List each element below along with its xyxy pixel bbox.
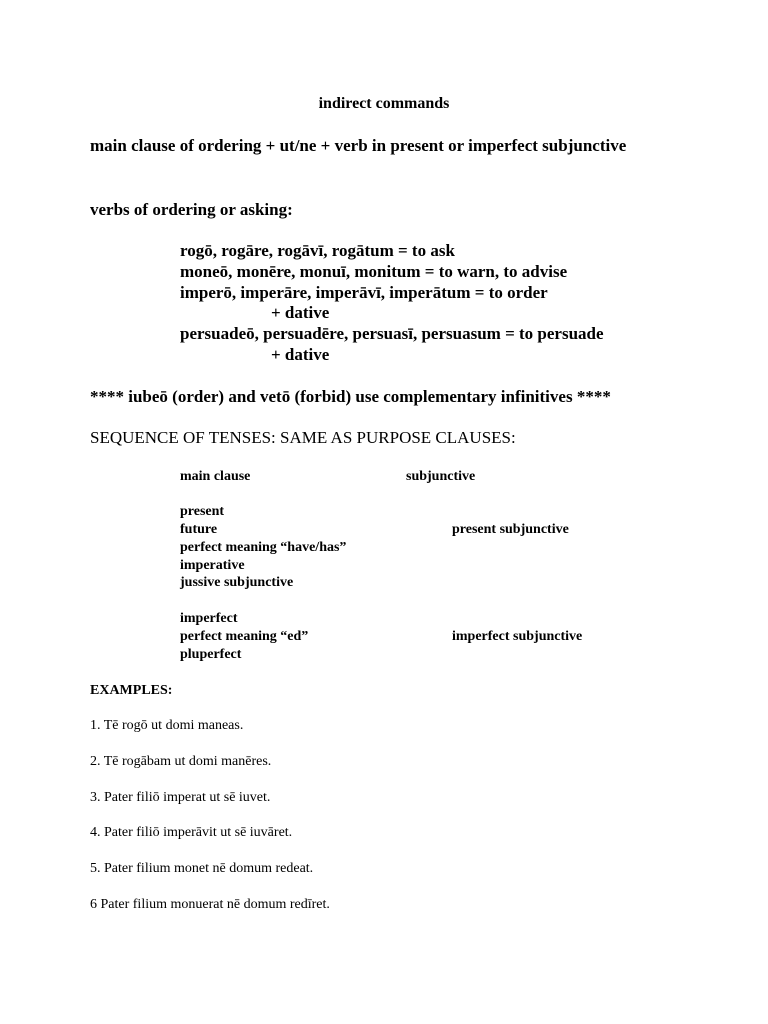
example-sentence: 3. Pater filiō imperat ut sē iuvet.	[90, 790, 271, 805]
subjunctive-tense: imperfect subjunctive	[452, 629, 583, 644]
example-sentence: 5. Pater filium monet nē domum redeat.	[90, 861, 314, 876]
main-clause-tense: imperative	[180, 558, 245, 573]
page-title: indirect commands	[318, 95, 450, 112]
main-clause-tense: jussive subjunctive	[180, 575, 294, 590]
infinitive-note: **** iubeō (order) and vetō (forbid) use complementary infinitives ****	[90, 387, 611, 406]
main-clause-tense: future	[180, 522, 218, 537]
examples-heading-text: EXAMPLES:	[90, 683, 173, 698]
verb-entry-persuadeo: persuadeō, persuadēre, persuasī, persuasum = to persuade	[180, 324, 604, 343]
verb-note-dative: + dative	[271, 345, 330, 364]
main-clause-tense: imperfect	[180, 611, 238, 626]
example-sentence: 6 Pater filium monuerat nē domum redīret.	[90, 897, 330, 912]
subjunctive-tense: present subjunctive	[452, 522, 569, 537]
example-sentence: 1. Tē rogō ut domi maneas.	[90, 718, 244, 733]
verb-entry-rogo: rogō, rogāre, rogāvī, rogātum = to ask	[180, 241, 455, 260]
sequence-heading: SEQUENCE OF TENSES: SAME AS PURPOSE CLAUSES:	[90, 428, 516, 447]
verb-entry-impero: imperō, imperāre, imperāvī, imperātum = to order	[180, 283, 548, 302]
examples-heading	[90, 684, 172, 698]
verb-note-dative: + dative	[271, 303, 330, 322]
main-clause-tense: pluperfect	[180, 647, 242, 662]
main-clause-tense: perfect meaning “have/has”	[180, 540, 347, 555]
example-sentence: 2. Tē rogābam ut domi manēres.	[90, 754, 272, 769]
main-clause-tense: perfect meaning “ed”	[180, 629, 309, 644]
main-clause-tense: present	[180, 504, 225, 519]
formula-line: main clause of ordering + ut/ne + verb in present or imperfect subjunctive	[90, 136, 627, 155]
example-sentence: 4. Pater filiō imperāvit ut sē iuvāret.	[90, 825, 293, 840]
column-header-main-clause: main clause	[180, 469, 251, 484]
verbs-heading: verbs of ordering or asking:	[90, 200, 293, 219]
column-header-subjunctive: subjunctive	[406, 469, 476, 484]
verb-entry-moneo: moneō, monēre, monuī, monitum = to warn, to advise	[180, 262, 568, 281]
